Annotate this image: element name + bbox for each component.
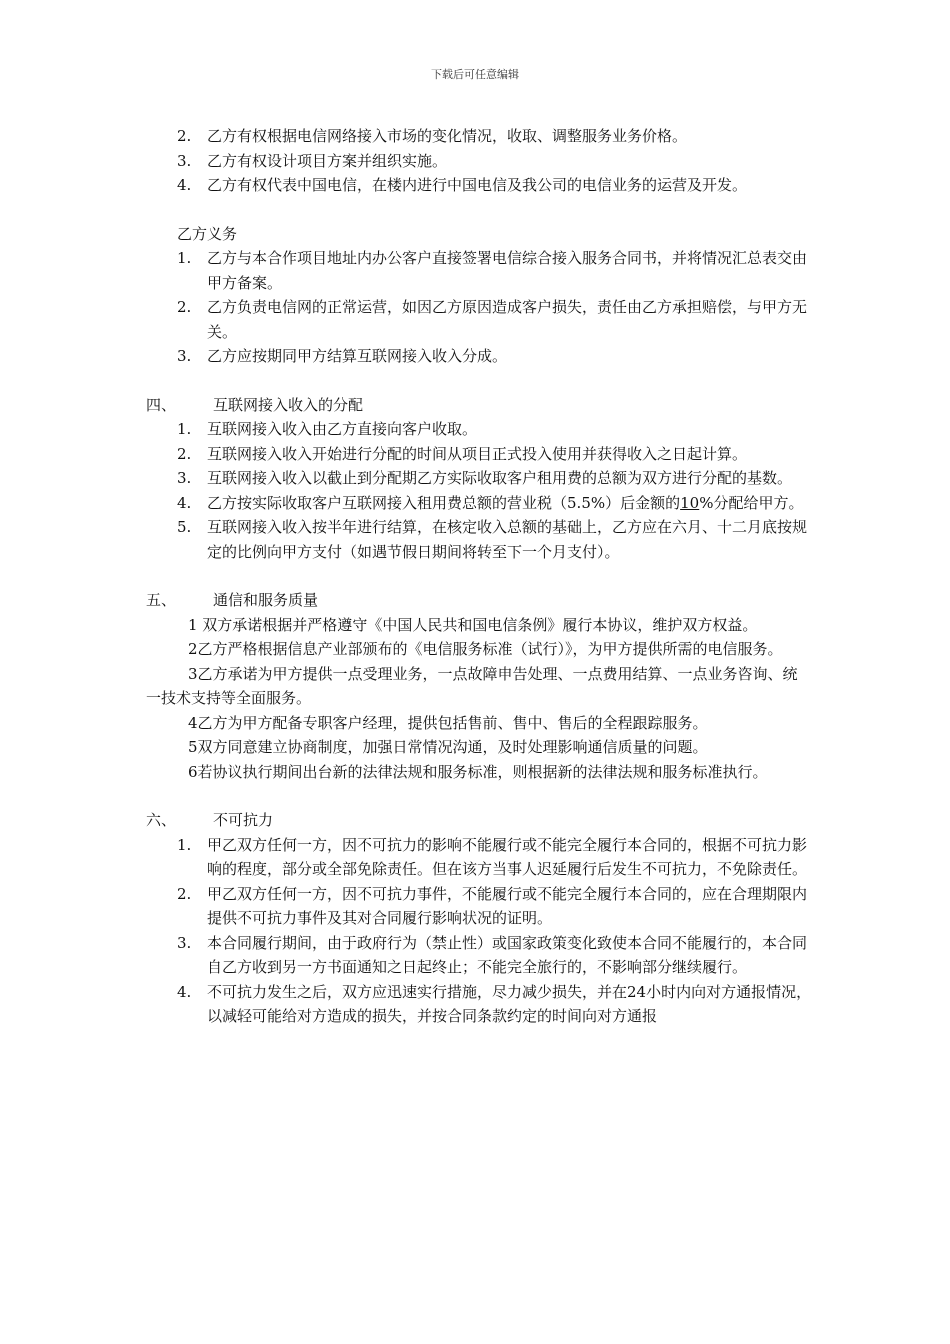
item-text: 甲乙双方任何一方，因不可抗力事件，不能履行或不能完全履行本合同的，应在合理期限内提供不可抗力事件及其对合同履行影响状况的证明。	[207, 884, 808, 927]
item-text: 不可抗力发生之后，双方应迅速实行措施，尽力减少损失，并在24小时内向对方通报情况，以减轻可能给对方造成的损失，并按合同条款约定的时间向对方通报	[207, 982, 812, 1025]
list-item	[0, 442, 812, 467]
list-item	[0, 980, 812, 1029]
paragraph: 3乙方承诺为甲方提供一点受理业务，一点故障申告处理、一点费用结算、一点业务咨询、统一技术支持等全面服务。	[146, 664, 798, 707]
list-item	[0, 417, 812, 442]
item-number: 2.	[177, 127, 192, 145]
section-number: 五、	[146, 591, 177, 609]
item-number: 1.	[177, 249, 192, 267]
item-number: 3.	[177, 933, 192, 952]
item-text: 互联网接入收入开始进行分配的时间从项目正式投入使用并获得收入之日起计算。	[207, 444, 748, 463]
list-item	[0, 466, 812, 491]
list-item	[0, 515, 812, 564]
item-number: 3.	[177, 151, 192, 170]
document-body	[0, 124, 950, 1029]
item-text: %分配给甲方。	[699, 493, 804, 512]
item-text: 互联网接入收入按半年进行结算，在核定收入总额的基础上，乙方应在六月、十二月底按规定的比例向甲方支付（如遇节假日期间将转至下一个月支付）。	[207, 518, 808, 561]
item-number: 3.	[177, 347, 192, 365]
obligations-heading: 乙方义务	[177, 224, 238, 243]
section-title: 通信和服务质量	[213, 591, 319, 609]
list-item	[0, 246, 812, 295]
list-item	[0, 295, 812, 344]
item-text: 乙方有权根据电信网络接入市场的变化情况，收取、调整服务业务价格。	[207, 127, 688, 145]
item-text: 乙方有权代表中国电信，在楼内进行中国电信及我公司的电信业务的运营及开发。	[207, 176, 748, 194]
page-header: 下载后可任意编辑	[431, 68, 519, 81]
section-title: 互联网接入收入的分配	[213, 395, 364, 414]
item-number: 4.	[177, 982, 192, 1001]
item-text: 乙方负责电信网的正常运营，如因乙方原因造成客户损失，责任由乙方承担赔偿，与甲方无关。	[207, 298, 808, 341]
item-number: 1.	[177, 420, 192, 438]
list-item	[0, 931, 812, 980]
item-number: 2.	[177, 298, 192, 316]
list-item	[0, 149, 812, 174]
item-number: 5.	[177, 518, 192, 536]
section-number: 六、	[146, 811, 177, 829]
item-number: 2.	[177, 444, 192, 463]
item-text: 甲乙双方任何一方，因不可抗力的影响不能履行或不能完全履行本合同的，根据不可抗力影响的程度，部分或全部免除责任。但在该方当事人迟延履行后发生不可抗力，不免除责任。	[207, 835, 808, 878]
item-number: 2.	[177, 884, 192, 903]
list-item	[0, 173, 812, 198]
list-item	[0, 344, 812, 369]
item-number: 3.	[177, 469, 192, 487]
item-text: 互联网接入收入以截止到分配期乙方实际收取客户租用费的总额为双方进行分配的基数。	[207, 469, 793, 487]
section-heading	[0, 393, 950, 418]
underlined-percent: 10	[680, 493, 700, 512]
list-item	[0, 124, 812, 149]
section-heading	[0, 588, 950, 613]
item-number: 1.	[177, 835, 192, 854]
paragraph: 6若协议执行期间出台新的法律法规和服务标准，则根据新的法律法规和服务标准执行。	[188, 762, 768, 781]
item-text: 乙方与本合作项目地址内办公客户直接签署电信综合接入服务合同书，并将情况汇总表交由甲方备案。	[207, 249, 808, 292]
paragraph: 1 双方承诺根据并严格遵守《中国人民共和国电信条例》履行本协议，维护双方权益。	[188, 615, 758, 634]
item-text: 乙方有权设计项目方案并组织实施。	[207, 151, 448, 170]
section-title: 不可抗力	[213, 811, 274, 829]
item-text: 本合同履行期间，由于政府行为（禁止性）或国家政策变化致使本合同不能履行的，本合同自乙方收到另一方书面通知之日起终止；不能完全旅行的，不影响部分继续履行。	[207, 933, 808, 976]
section-number: 四、	[146, 395, 177, 414]
paragraph: 5双方同意建立协商制度，加强日常情况沟通，及时处理影响通信质量的问题。	[188, 738, 708, 756]
list-item	[0, 491, 812, 516]
section-heading	[0, 808, 950, 833]
item-text: 乙方按实际收取客户互联网接入租用费总额的营业税（5.5%）后金额的	[207, 493, 681, 512]
list-item	[0, 833, 812, 882]
item-text: 互联网接入收入由乙方直接向客户收取。	[207, 420, 478, 438]
item-number: 4.	[177, 176, 192, 194]
paragraph: 4乙方为甲方配备专职客户经理，提供包括售前、售中、售后的全程跟踪服务。	[188, 713, 708, 732]
item-text: 乙方应按期同甲方结算互联网接入收入分成。	[207, 347, 508, 365]
item-number: 4.	[177, 493, 192, 512]
list-item	[0, 882, 812, 931]
paragraph: 2乙方严格根据信息产业部颁布的《电信服务标准（试行）》，为甲方提供所需的电信服务。	[188, 640, 783, 658]
